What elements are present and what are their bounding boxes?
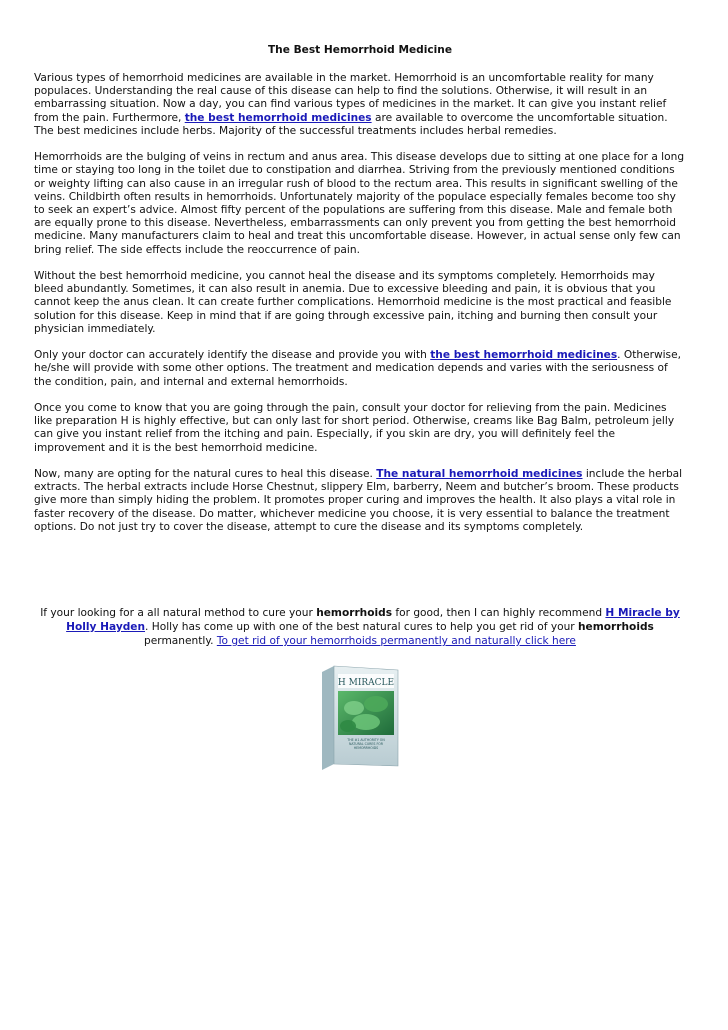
- promo-bold-1: hemorrhoids: [316, 607, 393, 619]
- paragraph-2: Hemorrhoids are the bulging of veins in rectum and anus area. This disease develops due to sitting at one place for a long time or staying too long in the toilet due to constipation and diarrhea. Striving from the previously mentioned conditions or weighty lifting can also cause in an irregular rush of blood to the rectum area. This results in significant swelling of the veins. Childbirth often results in hemorrhoids. Unfortunately majority of the populace especially females become too shy to seek an expert’s advice. Almost fifty percent of the populations are suffering from this disease. Male and female both are equally prone to this disease. Nevertheless, embarrassments can only prevent you from getting the best hemorrhoid medicine. Many manufacturers claim to heal and treat this uncomfortable disease. However, in actual sense only few can bring relief. The side effects include the reoccurrence of pain.: [34, 151, 685, 256]
- box-title: H MIRACLE: [337, 678, 395, 688]
- promo-text-3: . Holly has come up with one of the best natural cures to help you get rid of your: [145, 621, 579, 633]
- paragraph-4-text-b: . Otherwise, he/she will provide with some other options. The treatment and medication depends and varies with the seriousness of the condition, pain, and internal and external hemorrhoids.: [34, 349, 681, 388]
- paragraph-5: Once you come to know that you are going through the pain, consult your doctor for relieving from the pain. Medicines like preparation H is highly effective, but can only last for short period. Otherwise, creams like Bag Balm, petroleum jelly can give you instant relief from the itching and pain. Especially, if you skin are dry, you will definitely feel the improvement and it is the best hemorrhoid medicine.: [34, 402, 675, 454]
- promo-text-1: If your looking for a all natural method to cure your: [40, 607, 317, 619]
- box-spine: [322, 666, 334, 770]
- paragraph-1-text-b: are available to overcome the uncomfortable situation. The best medicines include herbs. Majority of the successful treatments includes herbal remedies.: [34, 111, 668, 137]
- document-page: [34, 0, 686, 547]
- natural-medicines-link[interactable]: The natural hemorrhoid medicines: [376, 468, 583, 481]
- paragraph-6-text-b: include the herbal extracts. The herbal extracts include Horse Chestnut, slippery Elm, barberry, Neem and butcher’s broom. These products give more than simply hiding the problem. It promotes proper curing and improves the health. It also plays a vital role in faster recovery of the disease. Do matter, whichever medicine you choose, it is very essential to balance the treatment options. Do not just try to cover the disease, attempt to cure the disease and its symptoms completely.: [34, 468, 683, 533]
- best-medicines-link-1[interactable]: the best hemorrhoid medicines: [184, 111, 372, 124]
- article-body: [34, 72, 686, 534]
- page-title: The Best Hemorrhoid Medicine: [267, 44, 453, 56]
- promo-text-2: for good, then I can highly recommend: [392, 607, 606, 619]
- paragraph-1-text-a: Various types of hemorrhoid medicines are available in the market. Hemorrhoid is an uncomfortable reality for many populaces. Understanding the real cause of this disease can help to find the solutions. Otherwise, it will result in an embarrassing situation. Now a day, you can find various types of medicines in the market. It can give you instant relief from the pain. Furthermore,: [34, 72, 667, 124]
- paragraph-1: [34, 72, 686, 138]
- paragraph-6: [34, 468, 686, 534]
- product-box-graphic: [318, 664, 402, 772]
- promo-bold-2: hemorrhoids: [578, 621, 654, 633]
- paragraph-4: [34, 349, 686, 389]
- paragraph-4-text-a: Only your doctor can accurately identify the disease and provide you with: [34, 349, 431, 362]
- paragraph-3: Without the best hemorrhoid medicine, you cannot heal the disease and its symptoms completely. Hemorrhoids may bleed abundantly. Sometimes, it can also result in anemia. Due to excessive bleeding and pain, it is obvious that you cannot keep the anus clean. It can create further complications. Hemorrhoid medicine is the most practical and feasible solution for this disease. Keep in mind that if are going through excessive pain, itching and burning then consult your physician immediately.: [34, 270, 672, 335]
- promo-block: [34, 606, 686, 648]
- promo-text-4: permanently.: [144, 635, 217, 647]
- paragraph-6-text-a: Now, many are opting for the natural cures to heal this disease.: [34, 468, 377, 481]
- h-miracle-link[interactable]: H Miracle by Holly Hayden: [66, 607, 680, 633]
- box-subtitle: THE #1 AUTHORITY ON NATURAL CURES FOR HEMORRHOIDS: [347, 738, 385, 750]
- click-here-link[interactable]: To get rid of your hemorrhoids permanently and naturally click here: [216, 635, 576, 647]
- best-medicines-link-2[interactable]: the best hemorrhoid medicines: [430, 349, 618, 362]
- product-box-image[interactable]: [318, 664, 402, 772]
